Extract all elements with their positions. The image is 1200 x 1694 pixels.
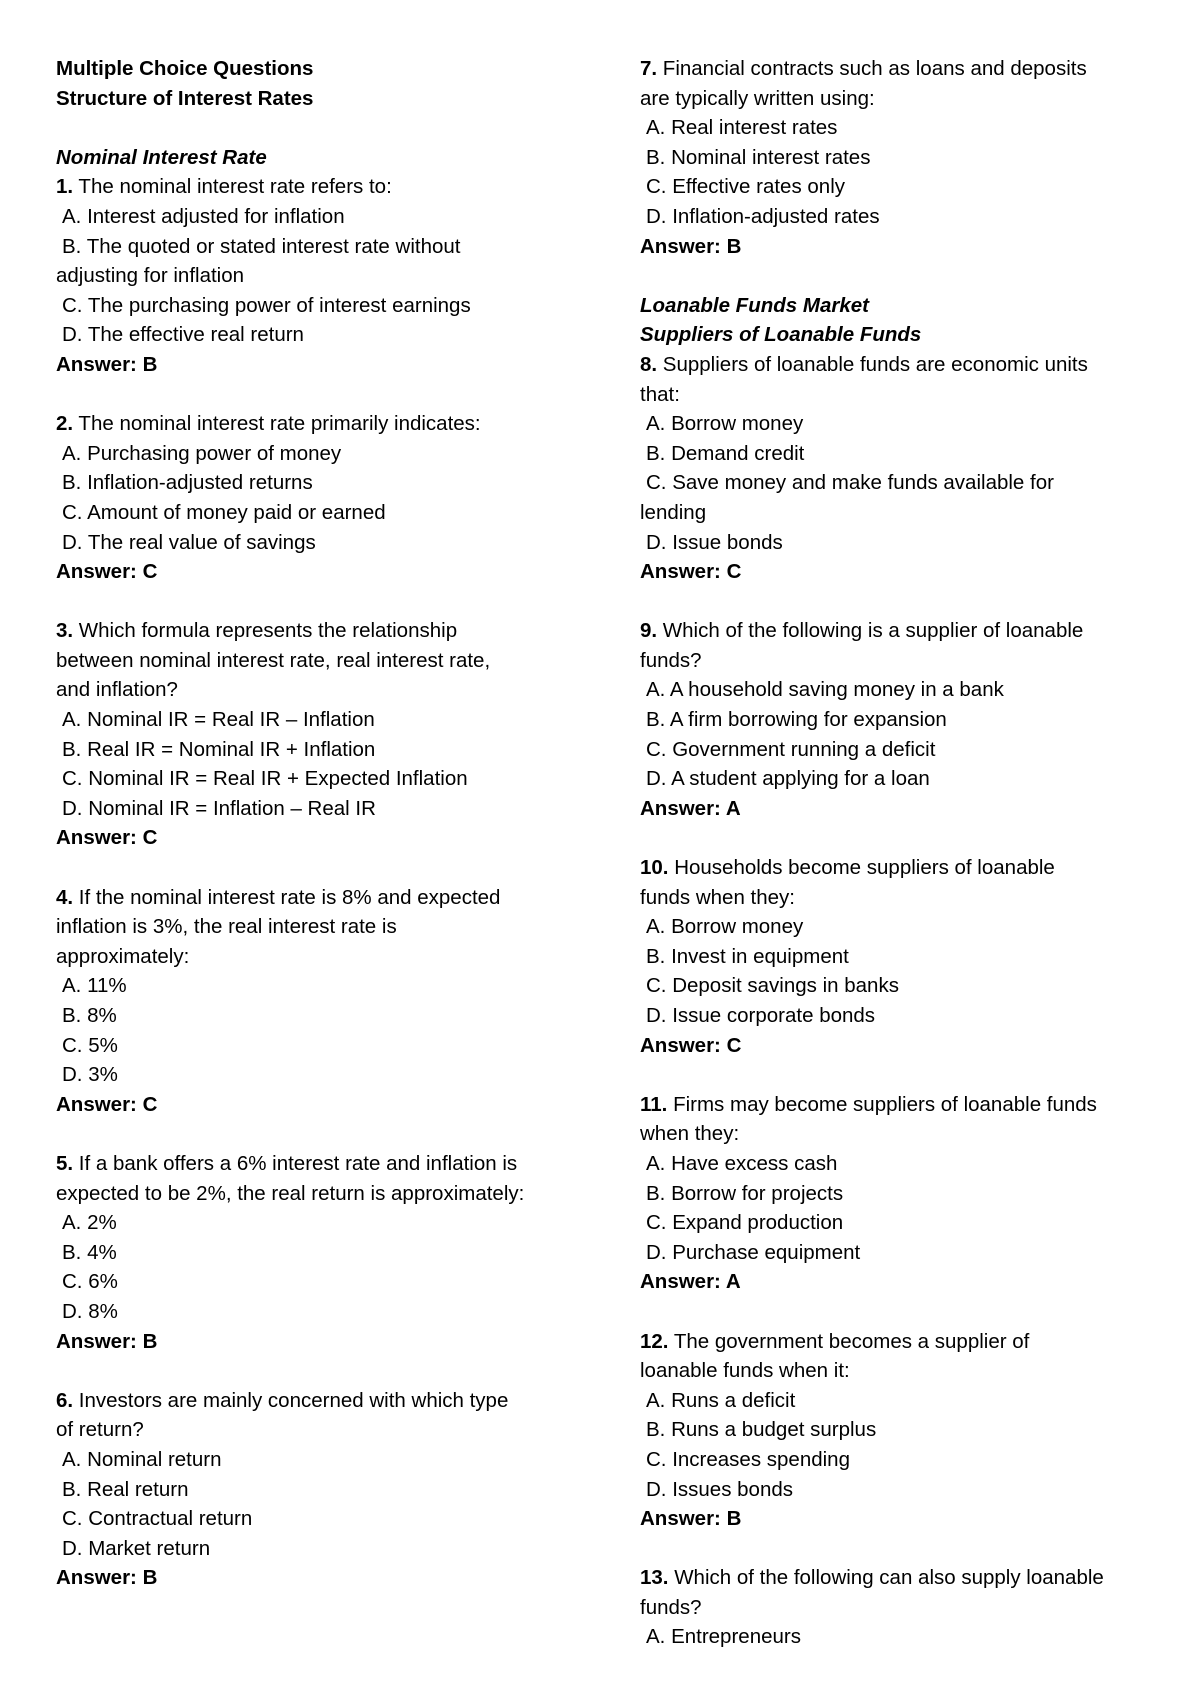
section-heading-suppliers: Suppliers of Loanable Funds: [640, 323, 922, 347]
option-b: B. Inflation-adjusted returns: [62, 471, 313, 495]
question-text: Which of the following is a supplier of loanable: [657, 619, 1084, 643]
question-number: 1.: [56, 175, 74, 199]
answer: Answer: B: [56, 1566, 158, 1590]
question-6: [56, 1386, 576, 1593]
question-text: Which formula represents the relationship: [73, 619, 458, 643]
option-c: C. Expand production: [646, 1211, 844, 1235]
question-2: [56, 409, 576, 587]
option-c: C. Save money and make funds available for: [646, 471, 1054, 495]
question-8: [640, 350, 1160, 587]
option-c: C. 6%: [62, 1270, 118, 1294]
question-text: If a bank offers a 6% interest rate and inflation is: [73, 1151, 518, 1175]
question-13: [640, 1563, 1160, 1652]
question-text-continued: of return?: [56, 1418, 144, 1442]
question-number: 8.: [640, 352, 658, 376]
option-c: C. Amount of money paid or earned: [62, 500, 386, 524]
question-4: [56, 883, 576, 1120]
answer: Answer: B: [640, 234, 742, 258]
spacer: [56, 587, 576, 617]
question-text: The nominal interest rate refers to:: [73, 175, 392, 199]
option-a: A. Nominal return: [62, 1447, 222, 1471]
option-a: A. Borrow money: [646, 915, 804, 939]
option-b: B. Nominal interest rates: [646, 145, 871, 169]
option-d: D. Issue bonds: [646, 530, 783, 554]
option-b-continued: adjusting for inflation: [56, 264, 245, 288]
spacer: [640, 1297, 1160, 1327]
answer: Answer: C: [640, 560, 742, 584]
question-text-continued: between nominal interest rate, real interest rate,: [56, 648, 491, 672]
option-a: A. Borrow money: [646, 412, 804, 436]
question-number: 9.: [640, 619, 658, 643]
option-d: D. A student applying for a loan: [646, 767, 930, 791]
option-a: A. Real interest rates: [646, 116, 838, 140]
answer: Answer: A: [640, 1270, 741, 1294]
question-text-continued: inflation is 3%, the real interest rate is: [56, 915, 397, 939]
question-stem: [640, 350, 1160, 380]
question-text: The nominal interest rate primarily indicates:: [73, 412, 481, 436]
question-stem: [56, 616, 576, 646]
question-number: 5.: [56, 1151, 74, 1175]
option-c: C. Government running a deficit: [646, 737, 936, 761]
question-text: If the nominal interest rate is 8% and expected: [73, 885, 501, 909]
option-b: B. Runs a budget surplus: [646, 1418, 877, 1442]
question-stem: [56, 1149, 576, 1179]
answer: Answer: B: [640, 1507, 742, 1531]
option-d: D. Nominal IR = Inflation – Real IR: [62, 796, 376, 820]
spacer: [640, 261, 1160, 291]
question-stem: [56, 1386, 576, 1416]
option-d: D. Issues bonds: [646, 1477, 793, 1501]
question-9: [640, 616, 1160, 823]
question-stem: [640, 54, 1160, 84]
option-a: A. Interest adjusted for inflation: [62, 204, 345, 228]
document-subtitle: Structure of Interest Rates: [56, 86, 314, 110]
question-text: Financial contracts such as loans and deposits: [657, 57, 1087, 80]
spacer: [640, 587, 1160, 617]
question-number: 10.: [640, 856, 669, 880]
question-text-continued: are typically written using:: [640, 86, 875, 110]
question-1: [56, 172, 576, 379]
option-a: A. Purchasing power of money: [62, 441, 342, 465]
answer: Answer: B: [56, 352, 158, 376]
spacer: [56, 380, 576, 410]
question-text-continued: approximately:: [56, 944, 190, 968]
document-title: Multiple Choice Questions: [56, 57, 314, 80]
option-d: D. 3%: [62, 1063, 118, 1087]
spacer: [56, 853, 576, 883]
option-a: A. Entrepreneurs: [646, 1625, 801, 1649]
answer: Answer: A: [640, 796, 741, 820]
question-text: Households become suppliers of loanable: [668, 856, 1055, 880]
question-text: Which of the following can also supply loanable: [668, 1566, 1104, 1590]
option-d: D. 8%: [62, 1299, 118, 1323]
option-c: C. The purchasing power of interest earnings: [62, 293, 471, 317]
answer: Answer: C: [640, 1033, 742, 1057]
question-stem: [640, 853, 1160, 883]
left-column: [56, 54, 576, 1593]
option-b: B. Real IR = Nominal IR + Inflation: [62, 737, 376, 761]
question-number: 3.: [56, 619, 74, 643]
question-number: 12.: [640, 1329, 669, 1353]
spacer: [640, 1534, 1160, 1564]
option-b: B. Demand credit: [646, 441, 805, 465]
option-b: B. A firm borrowing for expansion: [646, 708, 947, 732]
question-10: [640, 853, 1160, 1060]
question-stem: [56, 409, 576, 439]
question-number: 2.: [56, 412, 74, 436]
option-a: A. 2%: [62, 1211, 117, 1235]
section-heading-market: Loanable Funds Market: [640, 293, 869, 317]
question-text: Firms may become suppliers of loanable funds: [667, 1092, 1097, 1116]
question-text-continued: funds?: [640, 648, 702, 672]
option-b: B. Invest in equipment: [646, 944, 849, 968]
option-d: D. Purchase equipment: [646, 1240, 861, 1264]
option-a: A. Have excess cash: [646, 1151, 838, 1175]
question-number: 7.: [640, 57, 658, 80]
question-stem: [56, 172, 576, 202]
question-11: [640, 1090, 1160, 1297]
option-a: A. Nominal IR = Real IR – Inflation: [62, 708, 375, 732]
answer: Answer: C: [56, 826, 158, 850]
question-text: The government becomes a supplier of: [668, 1329, 1030, 1353]
option-c-continued: lending: [640, 500, 707, 524]
spacer: [640, 1060, 1160, 1090]
spacer: [56, 113, 576, 143]
option-d: D. Market return: [62, 1536, 211, 1560]
option-d: D. Issue corporate bonds: [646, 1004, 876, 1027]
question-text-continued: loanable funds when it:: [640, 1359, 850, 1383]
question-number: 6.: [56, 1388, 74, 1412]
question-text-continued: that:: [640, 382, 680, 406]
option-c: C. Deposit savings in banks: [646, 974, 899, 998]
question-number: 13.: [640, 1566, 669, 1590]
question-stem: [640, 616, 1160, 646]
option-c: C. Increases spending: [646, 1447, 850, 1471]
question-3: [56, 616, 576, 853]
option-d: D. Inflation-adjusted rates: [646, 204, 880, 228]
spacer: [56, 1356, 576, 1386]
option-b: B. Borrow for projects: [646, 1181, 844, 1205]
spacer: [56, 1119, 576, 1149]
question-text-continued: expected to be 2%, the real return is approximately:: [56, 1181, 525, 1205]
spacer: [640, 823, 1160, 853]
question-text-continued: funds?: [640, 1595, 702, 1619]
option-b: B. Real return: [62, 1477, 189, 1501]
option-b: B. The quoted or stated interest rate without: [62, 234, 461, 258]
question-text: Suppliers of loanable funds are economic units: [657, 352, 1088, 376]
question-7: [640, 54, 1160, 261]
option-a: A. 11%: [62, 974, 127, 998]
option-d: D. The effective real return: [62, 323, 304, 347]
option-c: C. 5%: [62, 1033, 118, 1057]
option-d: D. The real value of savings: [62, 530, 316, 554]
question-stem: [640, 1327, 1160, 1357]
answer: Answer: C: [56, 560, 158, 584]
question-5: [56, 1149, 576, 1356]
answer: Answer: B: [56, 1329, 158, 1353]
option-a: A. A household saving money in a bank: [646, 678, 1004, 702]
option-c: C. Effective rates only: [646, 175, 846, 199]
right-column: [640, 54, 1160, 1652]
question-stem: [640, 1090, 1160, 1120]
question-stem: [640, 1563, 1160, 1593]
question-12: [640, 1327, 1160, 1534]
question-text-continued: funds when they:: [640, 885, 795, 909]
option-c: C. Contractual return: [62, 1507, 253, 1531]
question-stem: [56, 883, 576, 913]
section-heading-nominal: Nominal Interest Rate: [56, 145, 267, 169]
question-text-continued: and inflation?: [56, 678, 178, 702]
question-text-continued: when they:: [640, 1122, 740, 1146]
option-c: C. Nominal IR = Real IR + Expected Inflation: [62, 767, 468, 791]
question-text: Investors are mainly concerned with which type: [73, 1388, 509, 1412]
answer: Answer: C: [56, 1092, 158, 1116]
question-number: 11.: [640, 1092, 668, 1116]
question-number: 4.: [56, 885, 74, 909]
option-a: A. Runs a deficit: [646, 1388, 796, 1412]
option-b: B. 8%: [62, 1004, 117, 1027]
option-b: B. 4%: [62, 1240, 117, 1264]
